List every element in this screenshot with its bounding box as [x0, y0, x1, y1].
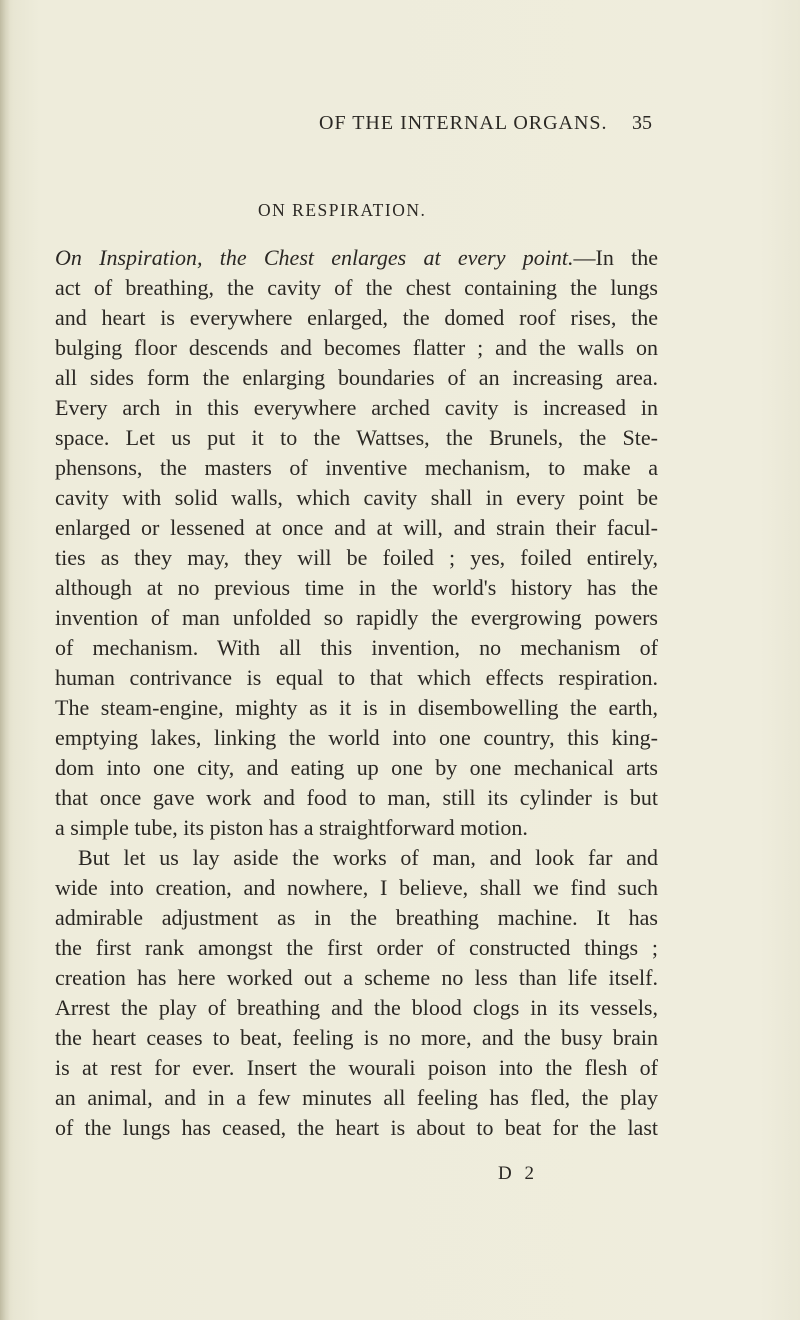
text-line: emptying lakes, linking the world into one country, this king-: [55, 725, 658, 750]
running-title: OF THE INTERNAL ORGANS.: [319, 112, 608, 134]
paragraph-2: [55, 843, 658, 1143]
text-line: and heart is everywhere enlarged, the domed roof rises, the: [55, 305, 658, 330]
paragraph-1: [55, 273, 658, 843]
section-heading: ON RESPIRATION.: [258, 200, 427, 220]
text-line: is at rest for ever. Insert the wourali poison into the flesh of: [55, 1055, 658, 1080]
text-line: the heart ceases to beat, feeling is no more, and the busy brain: [55, 1025, 658, 1050]
text-line: But let us lay aside the works of man, and look far and: [78, 845, 658, 870]
text-line: of the lungs has ceased, the heart is about to beat for the last: [55, 1115, 658, 1140]
text-line: a simple tube, its piston has a straightforward motion.: [55, 815, 528, 840]
text-line: act of breathing, the cavity of the chest containing the lungs: [55, 275, 658, 300]
page-number: 35: [632, 112, 652, 134]
text-line: The steam-engine, mighty as it is in disembowelling the earth,: [55, 695, 658, 720]
text-line: Every arch in this everywhere arched cavity is increased in: [55, 395, 658, 420]
running-head: [0, 112, 800, 142]
text-line: an animal, and in a few minutes all feeling has fled, the play: [55, 1085, 658, 1110]
text-line: cavity with solid walls, which cavity shall in every point be: [55, 485, 658, 510]
text-line: creation has here worked out a scheme no less than life itself.: [55, 965, 658, 990]
text-line: bulging floor descends and becomes flatter ; and the walls on: [55, 335, 658, 360]
text-line: human contrivance is equal to that which effects respiration.: [55, 665, 658, 690]
text-line: wide into creation, and nowhere, I believe, shall we find such: [55, 875, 658, 900]
text-line: dom into one city, and eating up one by one mechanical arts: [55, 755, 658, 780]
paragraph-1-lead-rest: —In the: [573, 245, 658, 270]
signature-mark: D 2: [498, 1163, 538, 1184]
text-line: all sides form the enlarging boundaries of an increasing area.: [55, 365, 658, 390]
text-line: the first rank amongst the first order of constructed things ;: [55, 935, 658, 960]
text-line: space. Let us put it to the Wattses, the Brunels, the Ste-: [55, 425, 658, 450]
paragraph-1-lead-line: [55, 243, 658, 273]
text-line: although at no previous time in the world's history has the: [55, 575, 658, 600]
paragraph-1-italic-lead: On Inspiration, the Chest enlarges at every point.: [55, 245, 574, 270]
text-line: phensons, the masters of inventive mechanism, to make a: [55, 455, 658, 480]
text-line: invention of man unfolded so rapidly the evergrowing powers: [55, 605, 658, 630]
text-line: of mechanism. With all this invention, no mechanism of: [55, 635, 658, 660]
text-line: that once gave work and food to man, still its cylinder is but: [55, 785, 658, 810]
text-line: Arrest the play of breathing and the blood clogs in its vessels,: [55, 995, 658, 1020]
text-line: admirable adjustment as in the breathing machine. It has: [55, 905, 658, 930]
body-text: [55, 243, 658, 1143]
text-line: enlarged or lessened at once and at will, and strain their facul-: [55, 515, 658, 540]
gutter-shadow: [0, 0, 10, 1320]
text-line: ties as they may, they will be foiled ; yes, foiled entirely,: [55, 545, 658, 570]
